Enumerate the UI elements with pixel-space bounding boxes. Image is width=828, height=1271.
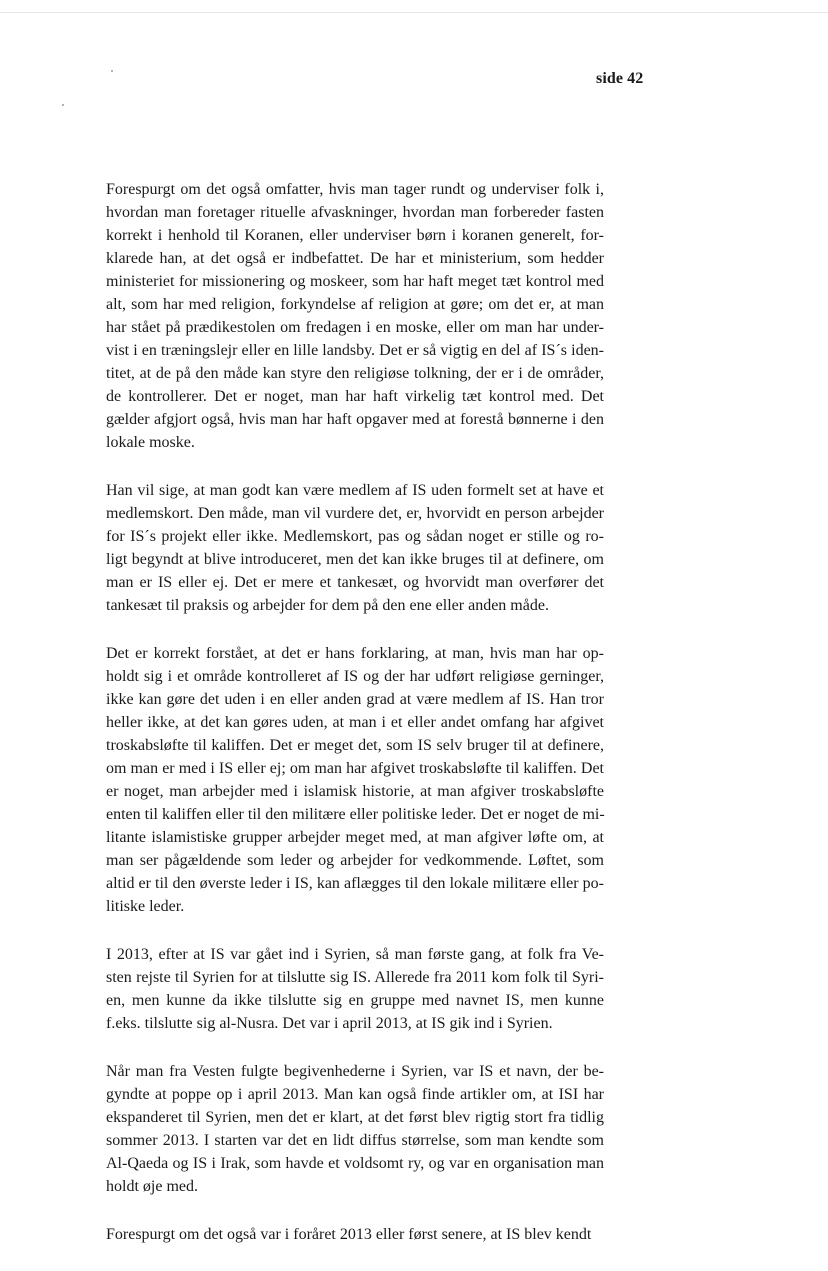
- text-line: ligt begyndt at blive introduceret, men det kan ikke bruges til at definere, om: [106, 551, 604, 568]
- text-line: troskabsløfte til kaliffen. Det er meget det, som IS selv bruger til at definere,: [106, 737, 604, 754]
- text-line: vist i en træningslejr eller en lille landsby. Det er så vigtig en del af IS´s iden-: [106, 342, 604, 359]
- paragraph: [106, 178, 604, 454]
- text-line: litante islamistiske grupper arbejder meget med, at man afgiver løfte om, at: [106, 829, 604, 846]
- text-line: Han vil sige, at man godt kan være medlem af IS uden formelt set at have et: [106, 482, 604, 499]
- text-line: alt, som har med religion, forkyndelse af religion at gøre; om det er, at man: [106, 296, 604, 313]
- paragraph: [106, 1060, 604, 1198]
- text-line: litiske leder.: [106, 898, 185, 915]
- document-body: [106, 178, 604, 1271]
- text-line: man er IS eller ej. Det er mere et tankesæt, og hvorvidt man overfører det: [106, 574, 604, 591]
- text-line: ministeriet for missionering og moskeer, som har haft meget tæt kontrol med: [106, 273, 604, 290]
- text-line: om man er med i IS eller ej; om man har afgivet troskabsløfte til kaliffen. Det: [106, 760, 604, 777]
- page-number: side 42: [596, 70, 644, 87]
- text-line: f.eks. tilslutte sig al-Nusra. Det var i april 2013, at IS gik ind i Syrien.: [106, 1015, 553, 1032]
- text-line: har stået på prædikestolen om fredagen i en moske, eller om man har under-: [106, 319, 604, 336]
- text-line: holdt sig i et område kontrolleret af IS og der har udført religiøse gerninger,: [106, 668, 604, 685]
- paragraph: [106, 1223, 604, 1246]
- text-line: klarede han, at det også er indbefattet. De har et ministerium, som hedder: [106, 250, 604, 267]
- text-line: korrekt i henhold til Koranen, eller underviser børn i koranen generelt, for-: [106, 227, 604, 244]
- text-line: en, men kunne da ikke tilslutte sig en gruppe med navnet IS, men kunne: [106, 992, 604, 1009]
- scan-top-edge: [0, 12, 828, 13]
- text-line: gyndte at poppe op i april 2013. Man kan også finde artikler om, at ISI har: [106, 1086, 604, 1103]
- text-line: medlemskort. Den måde, man vil vurdere det, er, hvorvidt en person arbejder: [106, 505, 604, 522]
- text-line: tankesæt til praksis og arbejder for dem på den ene eller anden måde.: [106, 597, 549, 614]
- text-line: altid er til den øverste leder i IS, kan aflægges til den lokale militære eller po-: [106, 875, 604, 892]
- paragraph: [106, 642, 604, 918]
- text-line: ekspanderet til Syrien, men det er klart, at det først blev rigtig stort fra tidlig: [106, 1109, 604, 1126]
- text-line: er noget, man arbejder med i islamisk historie, at man afgiver troskabsløfte: [106, 783, 604, 800]
- text-line: enten til kaliffen eller til den militære eller politiske leder. Det er noget de mi-: [106, 806, 605, 823]
- text-line: hvordan man foretager rituelle afvaskninger, hvordan man forbereder fasten: [106, 204, 604, 221]
- scan-speck: [62, 104, 64, 106]
- text-line: heller ikke, at det kan gøres uden, at man i et eller andet omfang har afgivet: [106, 714, 604, 731]
- text-line: Forespurgt om det også var i foråret 2013 eller først senere, at IS blev kendt: [106, 1226, 592, 1243]
- scan-speck: [111, 70, 113, 72]
- text-line: sommer 2013. I starten var det en lidt diffus størrelse, som man kendte som: [106, 1132, 604, 1149]
- text-line: man ser pågældende som leder og arbejder for vedkommende. Løftet, som: [106, 852, 604, 869]
- text-line: de kontrollerer. Det er noget, man har haft virkelig tæt kontrol med. Det: [106, 388, 604, 405]
- text-line: sten rejste til Syrien for at tilslutte sig IS. Allerede fra 2011 kom folk til Syri-: [106, 969, 604, 986]
- text-line: Når man fra Vesten fulgte begivenhederne i Syrien, var IS et navn, der be-: [106, 1063, 604, 1080]
- text-line: titet, at de på den måde kan styre den religiøse tolkning, der er i de områder,: [106, 365, 604, 382]
- text-line: lokale moske.: [106, 434, 195, 451]
- text-line: holdt øje med.: [106, 1178, 198, 1195]
- text-line: ikke kan gøre det uden i en eller anden grad at være medlem af IS. Han tror: [106, 691, 604, 708]
- text-line: gælder afgjort også, hvis man har haft opgaver med at forestå bønnerne i den: [106, 411, 604, 428]
- text-line: I 2013, efter at IS var gået ind i Syrien, så man første gang, at folk fra Ve-: [106, 946, 604, 963]
- text-line: Forespurgt om det også omfatter, hvis man tager rundt og underviser folk i,: [106, 181, 604, 198]
- paragraph: [106, 943, 604, 1035]
- text-line: Al-Qaeda og IS i Irak, som havde et voldsomt ry, og var en organisation man: [106, 1155, 604, 1172]
- paragraph: [106, 479, 604, 617]
- text-line: Det er korrekt forstået, at det er hans forklaring, at man, hvis man har op-: [106, 645, 604, 662]
- text-line: for IS´s projekt eller ikke. Medlemskort, pas og sådan noget er stille og ro-: [106, 528, 604, 545]
